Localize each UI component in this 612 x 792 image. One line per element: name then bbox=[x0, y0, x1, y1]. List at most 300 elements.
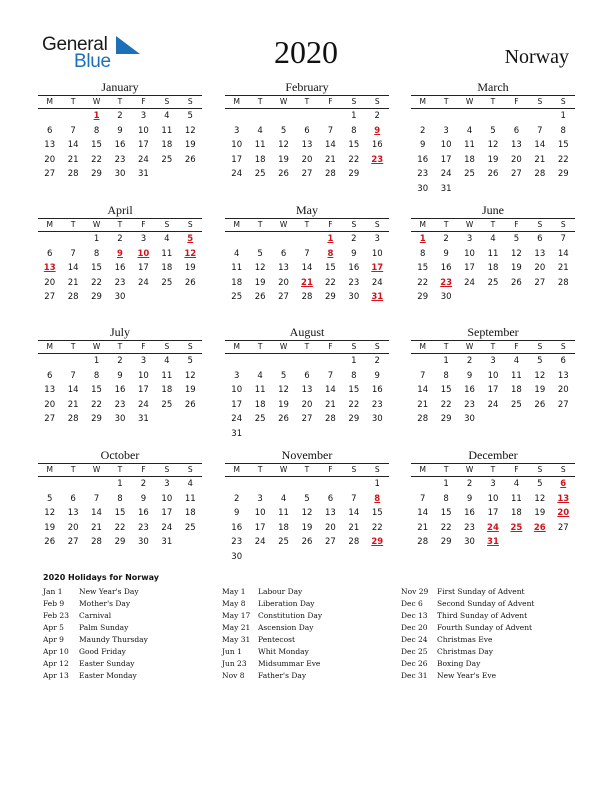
empty-day bbox=[248, 550, 271, 565]
weekday-label: T bbox=[490, 220, 496, 229]
day: 4 bbox=[513, 356, 520, 366]
holiday-name: Midsummar Eve bbox=[258, 659, 321, 668]
day: 21 bbox=[557, 263, 569, 273]
weekday-label: F bbox=[328, 465, 333, 474]
weekday-label: W bbox=[465, 97, 474, 106]
holiday-date: Apr 13 bbox=[43, 671, 69, 680]
holiday-item bbox=[222, 598, 322, 610]
weekday-label: T bbox=[443, 465, 449, 474]
day: 3 bbox=[164, 479, 170, 489]
day: 3 bbox=[257, 493, 263, 504]
holiday-day: 13 bbox=[43, 263, 56, 273]
week-row bbox=[225, 153, 389, 168]
day: 29 bbox=[440, 414, 452, 424]
day: 12 bbox=[44, 508, 56, 518]
day: 10 bbox=[137, 370, 149, 381]
weekday-label: M bbox=[233, 342, 240, 351]
day: 26 bbox=[184, 277, 196, 288]
weekday-label: T bbox=[490, 342, 496, 351]
holiday-item bbox=[401, 634, 534, 646]
holiday-date: Dec 20 bbox=[401, 623, 428, 632]
day: 15 bbox=[371, 508, 383, 518]
holiday-item bbox=[43, 658, 148, 670]
day: 18 bbox=[510, 385, 522, 395]
weekday-label: S bbox=[374, 220, 380, 229]
day: 30 bbox=[417, 183, 429, 194]
empty-day bbox=[528, 182, 551, 197]
weekday-label: S bbox=[560, 220, 566, 229]
day: 1 bbox=[93, 356, 100, 366]
week-row bbox=[411, 521, 575, 536]
month-december bbox=[411, 448, 575, 550]
week-row bbox=[225, 167, 389, 182]
empty-day bbox=[225, 109, 248, 124]
empty-day bbox=[342, 477, 365, 492]
weekday-label: T bbox=[257, 97, 263, 106]
day: 22 bbox=[324, 277, 336, 288]
day: 18 bbox=[161, 140, 173, 150]
weekday-label: F bbox=[141, 220, 146, 229]
empty-day bbox=[272, 354, 295, 369]
week-row bbox=[225, 506, 389, 521]
day: 22 bbox=[348, 399, 360, 410]
holiday-day: 13 bbox=[557, 493, 570, 504]
weekday-label: M bbox=[46, 465, 53, 474]
weekday-label: T bbox=[443, 342, 449, 351]
week-row bbox=[411, 535, 575, 550]
day: 15 bbox=[91, 140, 102, 150]
day: 27 bbox=[44, 414, 56, 424]
day: 13 bbox=[67, 508, 79, 518]
day: 28 bbox=[324, 414, 336, 424]
day: 2 bbox=[117, 111, 123, 121]
week-row bbox=[225, 276, 389, 291]
day: 19 bbox=[184, 140, 196, 150]
day: 9 bbox=[466, 370, 473, 381]
day: 14 bbox=[534, 140, 546, 150]
day: 29 bbox=[440, 537, 452, 547]
holiday-name: Pentecost bbox=[258, 635, 296, 644]
holiday-date: May 8 bbox=[222, 599, 246, 608]
day: 13 bbox=[44, 140, 56, 150]
day: 18 bbox=[254, 154, 266, 165]
day: 25 bbox=[161, 277, 173, 288]
day: 7 bbox=[537, 125, 543, 136]
holiday-column bbox=[43, 586, 148, 682]
week-row bbox=[38, 109, 202, 124]
day: 15 bbox=[348, 385, 360, 395]
weekday-label: W bbox=[279, 97, 288, 106]
day: 29 bbox=[417, 292, 429, 302]
country-name: Norway bbox=[504, 46, 569, 68]
week-row bbox=[38, 261, 202, 276]
day: 10 bbox=[137, 125, 149, 136]
week-row bbox=[225, 138, 389, 153]
day: 22 bbox=[557, 154, 569, 165]
empty-day bbox=[295, 550, 318, 565]
day: 13 bbox=[278, 263, 289, 273]
day: 16 bbox=[464, 385, 475, 395]
day: 20 bbox=[534, 263, 546, 273]
holiday-item bbox=[222, 658, 322, 670]
week-row bbox=[38, 521, 202, 536]
weekday-label: W bbox=[279, 342, 288, 351]
day: 16 bbox=[114, 140, 126, 150]
empty-day bbox=[411, 477, 434, 492]
empty-day bbox=[505, 535, 528, 550]
holiday-name: Boxing Day bbox=[437, 659, 481, 668]
empty-day bbox=[248, 354, 271, 369]
day: 2 bbox=[117, 234, 123, 244]
day: 10 bbox=[487, 370, 499, 381]
week-row bbox=[411, 138, 575, 153]
holiday-name: Palm Sunday bbox=[79, 623, 129, 632]
holiday-item bbox=[222, 670, 322, 682]
holiday-day: 23 bbox=[371, 154, 384, 165]
day: 10 bbox=[231, 140, 243, 150]
weekday-label: T bbox=[490, 97, 496, 106]
day: 27 bbox=[278, 292, 289, 302]
day: 14 bbox=[91, 508, 102, 518]
week-row bbox=[225, 477, 389, 492]
empty-day bbox=[481, 290, 504, 305]
month-title: January bbox=[101, 80, 139, 94]
week-row bbox=[38, 412, 202, 427]
holiday-name: Christmas Day bbox=[437, 647, 493, 656]
holiday-day: 21 bbox=[301, 277, 313, 288]
day: 15 bbox=[440, 508, 452, 518]
day: 27 bbox=[557, 399, 569, 410]
day: 17 bbox=[161, 508, 173, 518]
empty-day bbox=[225, 354, 248, 369]
day: 21 bbox=[67, 154, 79, 165]
day: 17 bbox=[137, 385, 149, 395]
weekday-label: S bbox=[537, 465, 543, 474]
day: 23 bbox=[137, 522, 149, 533]
day: 8 bbox=[443, 370, 449, 381]
day: 18 bbox=[161, 263, 173, 273]
day: 30 bbox=[464, 414, 475, 424]
empty-day bbox=[248, 109, 271, 124]
empty-day bbox=[319, 477, 342, 492]
month-january bbox=[38, 80, 202, 182]
empty-day bbox=[272, 477, 295, 492]
empty-day bbox=[528, 290, 551, 305]
day: 9 bbox=[420, 140, 426, 150]
week-row bbox=[38, 369, 202, 384]
day: 24 bbox=[487, 399, 499, 410]
week-row bbox=[225, 412, 389, 427]
day: 26 bbox=[487, 169, 499, 179]
day: 18 bbox=[254, 399, 266, 410]
weekday-label: T bbox=[304, 465, 310, 474]
week-row bbox=[38, 506, 202, 521]
day: 20 bbox=[44, 399, 56, 410]
holiday-day: 5 bbox=[187, 234, 194, 244]
holiday-date: Dec 24 bbox=[401, 635, 428, 644]
weekday-header bbox=[38, 463, 202, 477]
day: 29 bbox=[348, 414, 360, 424]
day: 2 bbox=[374, 356, 380, 366]
day: 18 bbox=[464, 154, 475, 165]
week-row bbox=[225, 550, 389, 565]
day: 16 bbox=[231, 522, 243, 533]
weekday-label: F bbox=[514, 465, 519, 474]
empty-day bbox=[272, 550, 295, 565]
weekday-label: M bbox=[46, 97, 53, 106]
day: 3 bbox=[490, 479, 496, 489]
week-row bbox=[225, 109, 389, 124]
holiday-day: 1 bbox=[93, 111, 100, 121]
holiday-name: New Year's Day bbox=[79, 587, 139, 596]
day: 23 bbox=[417, 169, 429, 179]
day: 26 bbox=[254, 292, 266, 302]
day: 20 bbox=[557, 385, 569, 395]
day: 10 bbox=[231, 385, 243, 395]
day: 14 bbox=[67, 385, 79, 395]
day: 19 bbox=[301, 522, 313, 533]
day: 15 bbox=[440, 385, 452, 395]
empty-day bbox=[366, 427, 389, 442]
week-row bbox=[225, 398, 389, 413]
day: 5 bbox=[187, 356, 193, 366]
day: 8 bbox=[93, 370, 100, 381]
day: 1 bbox=[374, 479, 380, 489]
week-row bbox=[38, 153, 202, 168]
month-july bbox=[38, 325, 202, 427]
weekday-label: S bbox=[537, 342, 543, 351]
weekday-label: S bbox=[560, 465, 566, 474]
day: 11 bbox=[161, 248, 173, 259]
weekday-header bbox=[411, 218, 575, 232]
day: 25 bbox=[184, 522, 196, 533]
day: 30 bbox=[231, 551, 243, 562]
day: 5 bbox=[257, 248, 263, 259]
day: 17 bbox=[254, 522, 266, 533]
day: 18 bbox=[278, 522, 289, 533]
week-row bbox=[411, 124, 575, 139]
weekday-header bbox=[225, 95, 389, 109]
day: 15 bbox=[91, 263, 102, 273]
day: 29 bbox=[557, 169, 569, 179]
holiday-day: 1 bbox=[419, 234, 426, 244]
empty-day bbox=[342, 427, 365, 442]
holiday-item bbox=[222, 610, 322, 622]
day: 29 bbox=[324, 292, 336, 302]
week-row bbox=[225, 290, 389, 305]
day: 31 bbox=[161, 537, 173, 547]
day: 30 bbox=[114, 169, 126, 179]
day: 28 bbox=[348, 537, 360, 547]
empty-day bbox=[61, 232, 84, 247]
day: 29 bbox=[91, 414, 102, 424]
empty-day bbox=[295, 109, 318, 124]
weekday-label: F bbox=[514, 97, 519, 106]
empty-day bbox=[295, 477, 318, 492]
day: 9 bbox=[443, 248, 449, 259]
day: 30 bbox=[371, 414, 383, 424]
week-row bbox=[38, 167, 202, 182]
day: 3 bbox=[140, 111, 147, 121]
day: 19 bbox=[44, 522, 56, 533]
day: 4 bbox=[280, 493, 287, 504]
weekday-header bbox=[38, 340, 202, 354]
day: 17 bbox=[487, 385, 499, 395]
day: 27 bbox=[557, 522, 569, 533]
day: 23 bbox=[114, 154, 126, 165]
holiday-name: Fourth Sunday of Advent bbox=[437, 623, 533, 632]
weekday-label: S bbox=[187, 342, 193, 351]
day: 28 bbox=[324, 169, 336, 179]
day: 25 bbox=[254, 414, 266, 424]
week-row bbox=[411, 354, 575, 369]
day: 20 bbox=[301, 154, 313, 165]
day: 19 bbox=[184, 263, 196, 273]
day: 30 bbox=[114, 414, 126, 424]
empty-day bbox=[179, 412, 202, 427]
empty-day bbox=[319, 354, 342, 369]
holiday-name: Father's Day bbox=[258, 671, 307, 680]
week-row bbox=[38, 138, 202, 153]
day: 8 bbox=[351, 125, 357, 136]
day: 5 bbox=[280, 370, 287, 381]
day: 6 bbox=[304, 370, 310, 381]
weekday-label: W bbox=[465, 342, 474, 351]
week-row bbox=[38, 535, 202, 550]
day: 26 bbox=[184, 399, 196, 410]
day: 20 bbox=[67, 522, 79, 533]
holiday-name: Constitution Day bbox=[258, 611, 323, 620]
weekday-label: M bbox=[233, 97, 240, 106]
day: 6 bbox=[304, 125, 310, 136]
day: 5 bbox=[304, 493, 310, 504]
day: 2 bbox=[117, 356, 123, 366]
holiday-name: Third Sunday of Advent bbox=[437, 611, 528, 620]
week-row bbox=[411, 109, 575, 124]
holiday-date: Feb 23 bbox=[43, 611, 69, 620]
week-row bbox=[38, 383, 202, 398]
weekday-label: S bbox=[374, 465, 380, 474]
week-row bbox=[225, 427, 389, 442]
day: 29 bbox=[91, 292, 102, 302]
holiday-date: Jan 1 bbox=[43, 587, 63, 596]
weekday-label: T bbox=[257, 465, 263, 474]
day: 21 bbox=[91, 522, 102, 533]
week-row bbox=[225, 247, 389, 262]
week-row bbox=[38, 247, 202, 262]
holiday-date: May 17 bbox=[222, 611, 251, 620]
weekday-label: T bbox=[70, 342, 76, 351]
day: 29 bbox=[114, 537, 126, 547]
day: 8 bbox=[93, 125, 100, 136]
day: 26 bbox=[534, 399, 546, 410]
day: 14 bbox=[67, 263, 79, 273]
day: 1 bbox=[351, 356, 357, 366]
week-row bbox=[411, 383, 575, 398]
weekday-label: S bbox=[164, 220, 170, 229]
day: 9 bbox=[117, 370, 123, 381]
day: 2 bbox=[443, 234, 449, 244]
week-row bbox=[411, 506, 575, 521]
holiday-name: New Year's Eve bbox=[437, 671, 497, 680]
empty-day bbox=[179, 167, 202, 182]
holiday-day: 8 bbox=[374, 493, 381, 504]
day: 3 bbox=[140, 356, 147, 366]
day: 11 bbox=[278, 508, 289, 518]
day: 21 bbox=[67, 399, 79, 410]
day: 11 bbox=[231, 263, 243, 273]
day: 14 bbox=[557, 248, 569, 259]
day: 28 bbox=[67, 292, 79, 302]
day: 2 bbox=[140, 479, 147, 489]
holiday-item bbox=[222, 646, 322, 658]
empty-day bbox=[61, 109, 84, 124]
day: 19 bbox=[184, 385, 196, 395]
day: 5 bbox=[513, 234, 520, 244]
weekday-label: F bbox=[141, 97, 146, 106]
day: 15 bbox=[324, 263, 336, 273]
day: 25 bbox=[254, 169, 266, 179]
day: 27 bbox=[301, 169, 313, 179]
day: 12 bbox=[534, 493, 546, 504]
day: 8 bbox=[420, 248, 426, 259]
empty-day bbox=[505, 412, 528, 427]
day: 4 bbox=[466, 125, 473, 136]
weekday-label: M bbox=[46, 342, 53, 351]
day: 24 bbox=[254, 537, 266, 547]
empty-day bbox=[505, 182, 528, 197]
empty-day bbox=[411, 109, 434, 124]
empty-day bbox=[319, 427, 342, 442]
weekday-label: T bbox=[70, 97, 76, 106]
day: 12 bbox=[254, 263, 266, 273]
empty-day bbox=[61, 477, 84, 492]
holiday-date: May 1 bbox=[222, 587, 246, 596]
holiday-name: Christmas Eve bbox=[437, 635, 493, 644]
holiday-day: 1 bbox=[327, 234, 334, 244]
empty-day bbox=[411, 354, 434, 369]
holiday-item bbox=[401, 670, 534, 682]
day: 28 bbox=[417, 414, 429, 424]
day: 11 bbox=[184, 493, 196, 504]
day: 14 bbox=[301, 263, 313, 273]
weekday-label: S bbox=[537, 97, 543, 106]
day: 14 bbox=[324, 140, 336, 150]
month-title: February bbox=[285, 80, 329, 94]
week-row bbox=[225, 232, 389, 247]
month-title: August bbox=[289, 325, 325, 339]
empty-day bbox=[319, 109, 342, 124]
weekday-label: T bbox=[117, 220, 123, 229]
empty-day bbox=[434, 109, 457, 124]
day: 30 bbox=[114, 292, 126, 302]
holiday-day: 12 bbox=[184, 248, 197, 259]
empty-day bbox=[132, 290, 155, 305]
month-title: March bbox=[477, 80, 509, 94]
holiday-date: Apr 5 bbox=[43, 623, 64, 632]
week-row bbox=[38, 290, 202, 305]
day: 22 bbox=[440, 399, 452, 410]
day: 6 bbox=[537, 234, 543, 244]
weekday-label: T bbox=[70, 220, 76, 229]
day: 24 bbox=[231, 169, 243, 179]
day: 16 bbox=[114, 263, 126, 273]
holiday-day: 10 bbox=[137, 248, 150, 259]
day: 30 bbox=[440, 292, 452, 302]
page-title-year: 2020 bbox=[274, 34, 338, 70]
weekday-label: W bbox=[279, 220, 288, 229]
week-row bbox=[225, 521, 389, 536]
